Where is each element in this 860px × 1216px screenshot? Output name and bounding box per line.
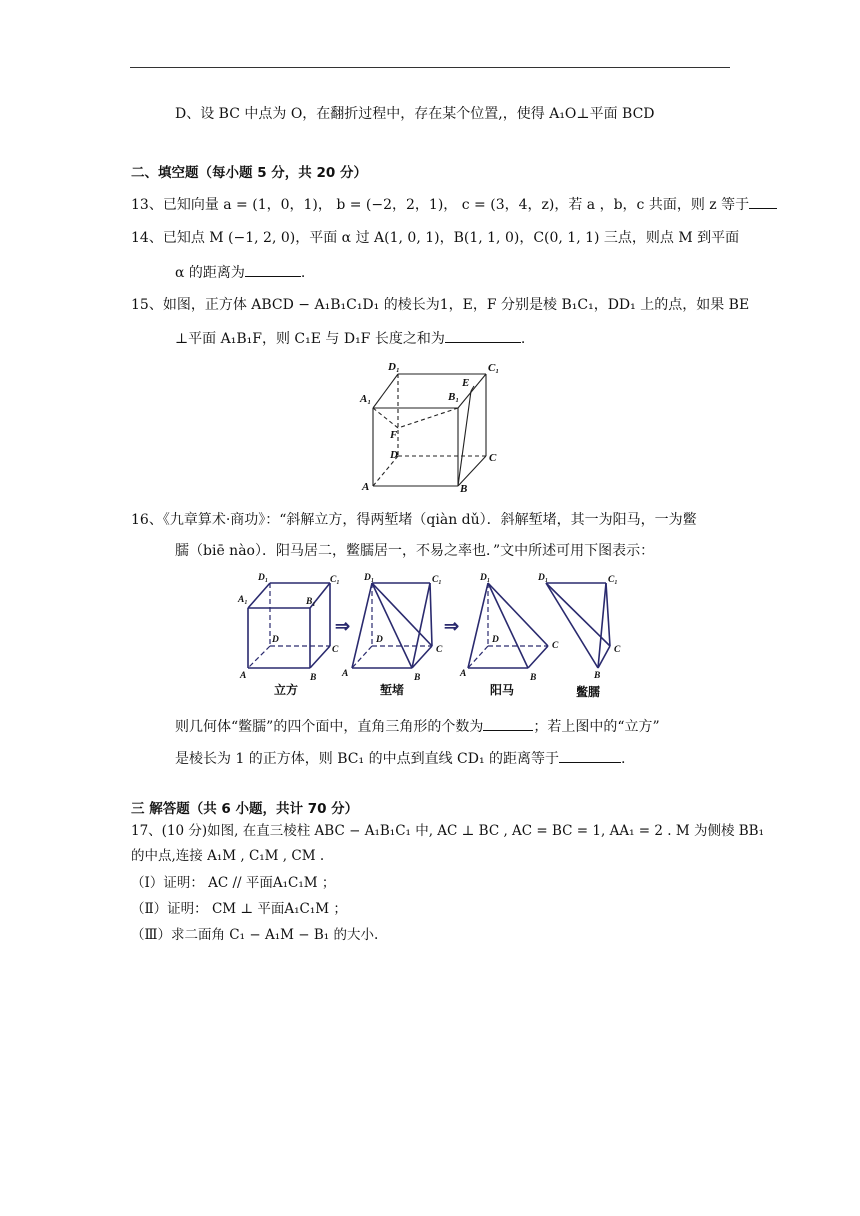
svg-text:D₁: D₁ [364, 573, 375, 583]
label-c1: C₁ [488, 362, 500, 374]
caption-bienao: 鳖臑 [576, 685, 601, 699]
svg-text:C: C [552, 641, 559, 651]
answer-blank[interactable] [559, 748, 621, 763]
label-b1: B₁ [448, 391, 460, 403]
answer-blank[interactable] [245, 262, 301, 277]
svg-text:B: B [530, 673, 537, 683]
svg-text:C₁: C₁ [432, 575, 442, 585]
svg-text:D: D [272, 635, 279, 645]
svg-text:A₁: A₁ [238, 595, 248, 605]
answer-blank[interactable] [445, 328, 521, 343]
label-d1: D₁ [388, 361, 400, 373]
svg-text:D: D [376, 635, 383, 645]
section-3-title: 三 解答题（共 6 小题，共计 70 分） [131, 801, 359, 817]
svg-text:C₁: C₁ [608, 575, 618, 585]
label-c: C [489, 452, 497, 464]
question-17-part3: （Ⅲ）求二面角 C₁ − A₁M − B₁ 的大小. [131, 927, 379, 943]
question-16-line1: 16、《九章算术·商功》：“斜解立方，得两堑堵（qiàn dǔ）．斜解堑堵，其一为阳马，一为鳖 [131, 512, 697, 528]
question-15-line1: 15、如图，正方体 ABCD − A₁B₁C₁D₁ 的棱长为1，E，F 分别是棱 B₁C₁，DD₁ 上的点，如果 BE [131, 297, 750, 313]
svg-text:D: D [492, 635, 499, 645]
svg-text:B: B [310, 673, 317, 683]
caption-yangma: 阳马 [490, 683, 515, 697]
svg-text:B: B [414, 673, 421, 683]
label-a1: A₁ [360, 393, 372, 405]
solids-figure-q16 [232, 568, 632, 702]
question-14-line2: α 的距离为 . [175, 262, 305, 283]
question-16-line2: 臑（biē nào）．阳马居二，鳖臑居一，不易之率也．”文中所述可用下图表示： [175, 543, 655, 559]
svg-text:B: B [594, 671, 601, 681]
svg-text:A: A [342, 669, 349, 679]
svg-text:A: A [240, 671, 247, 681]
svg-text:A: A [460, 669, 467, 679]
answer-blank[interactable] [483, 716, 533, 731]
svg-text:C: C [436, 645, 443, 655]
svg-text:C: C [614, 645, 621, 655]
label-d: D [390, 449, 398, 461]
question-16-line3: 则几何体“鳖臑”的四个面中，直角三角形的个数为 ；若上图中的“立方” [175, 716, 660, 737]
svg-text:D₁: D₁ [538, 573, 549, 583]
question-17-part1: （Ⅰ）证明： AC // 平面A₁C₁M ； [131, 875, 336, 891]
question-14-line1: 14、已知点 M (−1, 2, 0)，平面 α 过 A(1, 0, 1)，B(1, 1, 0)，C(0, 1, 1) 三点，则点 M 到平面 [131, 230, 740, 246]
svg-text:D₁: D₁ [480, 573, 491, 583]
svg-text:B₁: B₁ [306, 597, 316, 607]
caption-cube: 立方 [274, 683, 299, 697]
question-15-line2: ⊥平面 A₁B₁F，则 C₁E 与 D₁F 长度之和为 . [175, 328, 525, 349]
section-2-title: 二、填空题（每小题 5 分，共 20 分） [131, 165, 367, 181]
cube-figure-q15 [358, 358, 508, 498]
question-17-part2: （Ⅱ）证明： CM ⊥ 平面A₁C₁M ； [131, 901, 347, 917]
arrow-right-icon: ⇒ [444, 616, 460, 636]
option-d: D、设 BC 中点为 O，在翻折过程中，存在某个位置,，使得 A₁O⊥平面 BCD [175, 106, 655, 122]
arrow-right-icon: ⇒ [335, 616, 351, 636]
question-17-line1: 17、(10 分)如图, 在直三棱柱 ABC − A₁B₁C₁ 中, AC ⊥ BC , AC = BC = 1, AA₁ = 2 . M 为侧棱 BB₁ [131, 823, 765, 839]
answer-blank[interactable] [749, 194, 777, 209]
question-17-line2: 的中点,连接 A₁M , C₁M , CM . [131, 848, 325, 864]
svg-text:C: C [332, 645, 339, 655]
label-f: F [390, 429, 398, 441]
caption-qiandu: 堑堵 [380, 683, 405, 697]
label-a: A [362, 481, 370, 493]
svg-text:C₁: C₁ [330, 575, 340, 585]
question-13: 13、已知向量 a = (1，0，1)， b = (−2，2，1)， c = (3，4，z)，若 a ，b，c 共面，则 z 等于 [131, 194, 777, 215]
svg-text:D₁: D₁ [258, 573, 269, 583]
label-e: E [462, 377, 470, 389]
label-b: B [460, 483, 468, 495]
question-16-line4: 是棱长为 1 的正方体，则 BC₁ 的中点到直线 CD₁ 的距离等于 . [175, 748, 625, 769]
header-rule [130, 67, 730, 68]
